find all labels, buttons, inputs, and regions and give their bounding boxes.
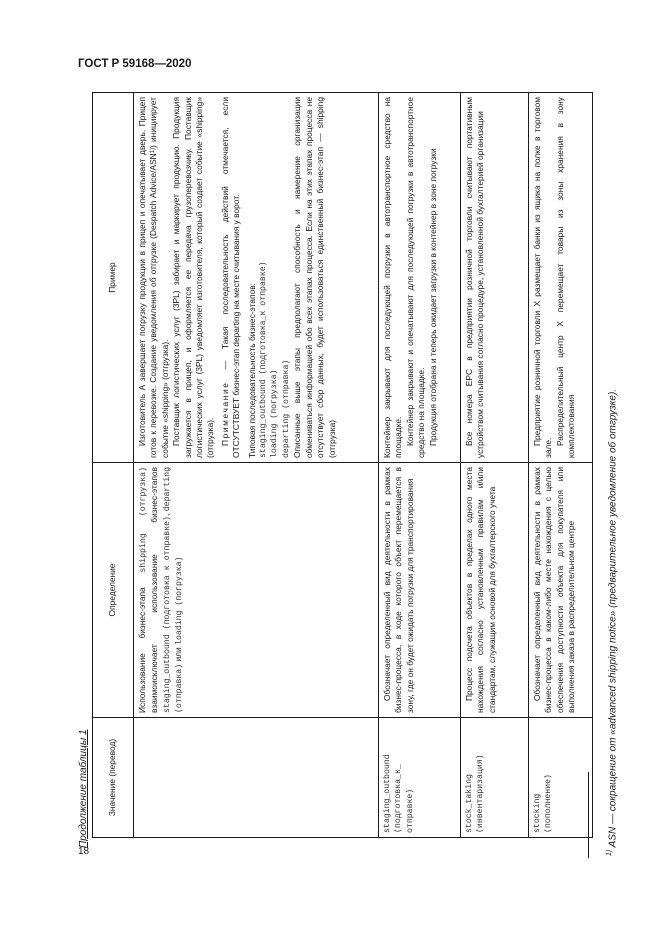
step-item: departing (отправка) bbox=[281, 359, 291, 458]
footnote-text: ASN — сокращение от «advanced shipping notice» (предварительное уведомление об отгрузке). bbox=[607, 388, 619, 850]
example-paragraph: Предприятие розничной торговли X размещает банки из ящика на полке в торговом зале. bbox=[532, 97, 554, 458]
definition-fragment: , bbox=[160, 511, 171, 517]
term-cell bbox=[529, 718, 593, 838]
definition-code: staging_outbound (подготовка к отправке) bbox=[162, 516, 172, 713]
definition-code: loading (погрузка) bbox=[175, 556, 185, 645]
footnote-marker: 1) bbox=[606, 849, 613, 856]
document-code: ГОСТ Р 59168—2020 bbox=[78, 58, 192, 70]
term-code: staging_outbound bbox=[383, 754, 392, 833]
definition-fragment: Использование бизнес-этапа bbox=[137, 572, 147, 713]
table-row bbox=[379, 93, 461, 838]
definition-fragment: взаимоисключает использование бизнес-этапов bbox=[149, 467, 160, 713]
term-cell bbox=[461, 718, 529, 838]
table-row bbox=[529, 93, 593, 838]
term-cell bbox=[379, 718, 461, 838]
table-continuation-label: Продолжение таблицы 1 bbox=[78, 729, 89, 848]
note-paragraph bbox=[220, 97, 243, 458]
example-paragraph: Все номера EPC в предприятии розничной торговли считывают портативным устройством считывания согласно процедуре, установленной бухгалтерией организации bbox=[464, 97, 486, 458]
term-translation: (подготовка_к_ отправке) bbox=[394, 764, 415, 833]
definitions-table-rotated bbox=[92, 93, 585, 838]
definition-cell bbox=[134, 463, 379, 718]
note-label: Примечание bbox=[219, 381, 230, 446]
example-cell bbox=[134, 93, 379, 463]
example-paragraph: Продукция отобрана и теперь ожидает загрузки в контейнер в зоне погрузки bbox=[427, 148, 438, 446]
column-header-definition: Определение bbox=[93, 463, 134, 718]
term-translation: (инвентаризация) bbox=[476, 754, 486, 833]
table-row bbox=[134, 93, 379, 838]
example-paragraph: Распределительный центр X перемещает товары из зоны хранения в зону комплектования bbox=[554, 97, 577, 458]
column-header-term: Значение (перевод) bbox=[93, 718, 134, 838]
page-number: 18 bbox=[78, 846, 90, 857]
definition-text: Обозначает определенный вид деятельности в рамках бизнес-процесса, в ходе которого объект перемещается в зону, где он будет ожидать погрузки для транспортирования bbox=[382, 467, 415, 713]
steps-title: Типовая последовательность бизнес-этапов: bbox=[246, 282, 257, 458]
step-item: loading (погрузка) bbox=[270, 369, 280, 458]
example-paragraph: Поставщик логистических услуг (3PL) забирает и маркирует продукцию. Продукция загружается в прицеп, и оформляется ее передача грузоперевозчику. Поставщик логистических услуг (3PL) уведомляет изготовителя, который создает событие «shipping» (отгрузка). bbox=[171, 97, 216, 458]
term-code: stocking bbox=[533, 793, 542, 833]
definitions-table bbox=[92, 92, 593, 838]
table-row bbox=[461, 93, 529, 838]
example-paragraph bbox=[137, 97, 171, 458]
footnote-separator bbox=[588, 772, 589, 858]
example-text: ) инициирует событие «shipping» (отгрузка). bbox=[148, 97, 170, 458]
definition-cell bbox=[529, 463, 593, 718]
table-header-row bbox=[93, 93, 134, 838]
definition-cell bbox=[461, 463, 529, 718]
example-cell bbox=[461, 93, 529, 463]
example-paragraph: Контейнер закрывают для последующей погрузки в автотранспортное средство на площадке. bbox=[382, 97, 404, 458]
term-code: stock_taking bbox=[465, 774, 474, 833]
definition-cell bbox=[379, 463, 461, 718]
example-paragraph: Контейнер закрывают и опечатывают для последующей погрузки в автотранспортное средство на площадке. bbox=[404, 97, 427, 458]
definition-code: shipping (отгрузка) bbox=[139, 467, 148, 573]
definition-text: Процесс подсчета объектов в пределах одного места нахождения согласно установленным правилам и/или стандартам, служащим основой для бухгалтерского учета bbox=[464, 467, 497, 713]
footnote bbox=[606, 389, 618, 856]
example-cell bbox=[379, 93, 461, 463]
example-text: Изготовитель А завершает погрузку продукции в прицеп и опечатывает дверь. Прицеп готов к перевозке. Создание уведомления об отгрузке (Despatch Advice/ASN bbox=[137, 97, 159, 458]
step-item: staging_outbound (подготовка_к отправке) bbox=[259, 261, 269, 458]
definition-text: Обозначает определенный вид деятельности в рамках бизнес-процесса в каком-либо месте нахождения с целью обеспечения доступности объекта для покупателя или выполнения заказа в распределительном центре bbox=[532, 467, 577, 713]
column-header-example: Пример bbox=[93, 93, 134, 463]
note-text: — Такая последовательность действий отмечается, если ОТСУТСТВУЕТ бизнес-этап departing на месте считывания у ворот. bbox=[219, 97, 242, 458]
definition-fragment: или bbox=[173, 644, 184, 664]
term-translation: (пополнение) bbox=[544, 774, 554, 833]
definition-code: departing (отправка) bbox=[162, 467, 185, 713]
definition-text bbox=[137, 467, 186, 713]
example-paragraph: Описанные выше этапы предполагают способность и намерение организации обмениваться информацией обо всех этапах процесса. Если на этих этапах процесса не отсутствует сбор данных, будет использоваться единственный бизнес-этап — shipping (отгрузка) bbox=[292, 97, 337, 458]
term-cell bbox=[134, 718, 379, 838]
footnote-ref: 1) bbox=[150, 147, 157, 154]
example-cell bbox=[529, 93, 593, 463]
